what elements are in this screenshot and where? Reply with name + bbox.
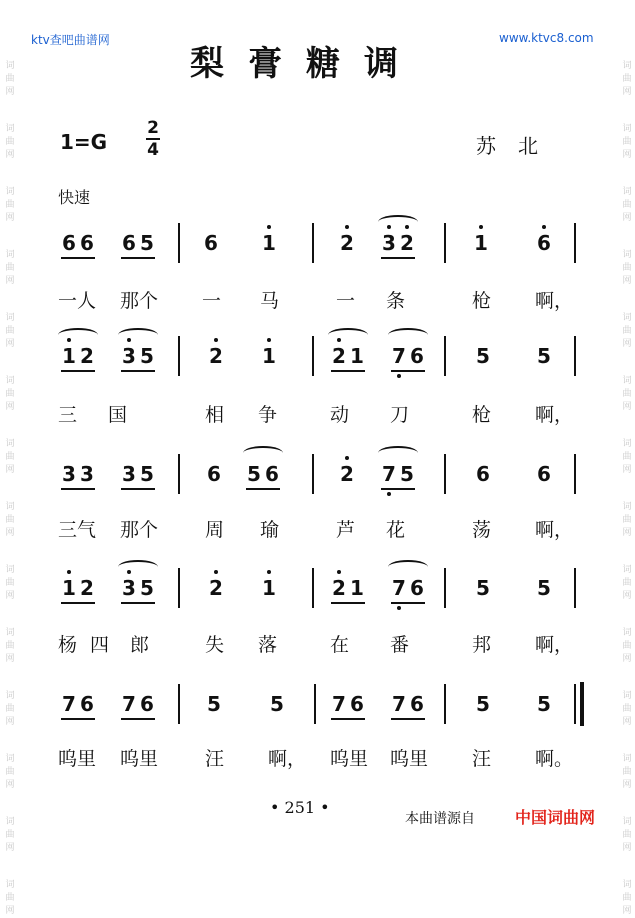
watermark-block: 词 曲 网 — [622, 61, 632, 97]
lyric-syllable: 枪 — [472, 290, 492, 312]
jianpu-note: 5 — [476, 692, 490, 716]
bar-line — [574, 454, 576, 494]
watermark-block: 词 曲 网 — [622, 250, 632, 286]
watermark-block: 词 曲 网 — [622, 628, 632, 664]
beam-underline — [331, 602, 365, 604]
bar-line — [312, 568, 314, 608]
jianpu-note: 2 — [80, 344, 94, 368]
beam-underline — [121, 602, 155, 604]
watermark-strip-left — [2, 0, 18, 916]
beam-underline — [331, 370, 365, 372]
bar-line — [312, 454, 314, 494]
song-title: 梨膏糖调 — [190, 44, 422, 84]
bar-line — [178, 684, 180, 724]
beam-underline — [121, 370, 155, 372]
beam-underline — [391, 370, 425, 372]
beam-underline — [61, 370, 95, 372]
watermark-block: 词 曲 网 — [622, 754, 632, 790]
jianpu-note: 6 — [204, 231, 218, 255]
watermark-block: 词 曲 网 — [5, 61, 15, 97]
jianpu-note: 5 — [270, 692, 284, 716]
bar-line — [314, 684, 316, 724]
lyric-syllable: 瑜 — [260, 519, 280, 541]
page-number: • 251 • — [270, 798, 330, 817]
jianpu-note: 2 — [80, 576, 94, 600]
beam-underline — [121, 257, 155, 259]
lyric-syllable: 汪 — [472, 748, 492, 770]
lyric-syllable: 一 — [202, 290, 222, 312]
slur-mark — [58, 328, 98, 342]
jianpu-note: 5 — [140, 231, 154, 255]
jianpu-note: 3 — [122, 576, 136, 600]
jianpu-note: 6 — [122, 231, 136, 255]
lyric-syllable: 国 — [108, 404, 128, 426]
watermark-block: 词 曲 网 — [622, 502, 632, 538]
watermark-block: 词 曲 网 — [622, 691, 632, 727]
tempo-marking: 快速 — [58, 188, 91, 207]
watermark-block: 词 曲 网 — [5, 502, 15, 538]
octave-dot-high — [479, 225, 483, 229]
jianpu-note: 1 — [262, 576, 276, 600]
lyric-syllable: 失 — [205, 634, 225, 656]
time-signature-denominator: 4 — [147, 140, 159, 160]
watermark-block: 词 曲 网 — [622, 376, 632, 412]
watermark-block: 词 曲 网 — [622, 439, 632, 475]
watermark-block: 词 曲 网 — [5, 691, 15, 727]
jianpu-note: 7 — [62, 692, 76, 716]
jianpu-note: 7 — [382, 462, 396, 486]
slur-mark — [243, 446, 283, 460]
octave-dot-high — [345, 456, 349, 460]
jianpu-note: 2 — [400, 231, 414, 255]
octave-dot-low — [387, 492, 391, 496]
beam-underline — [331, 718, 365, 720]
jianpu-note: 2 — [332, 576, 346, 600]
watermark-block: 词 曲 网 — [5, 817, 15, 853]
watermark-block: 词 曲 网 — [5, 754, 15, 790]
lyric-syllable: 啊， — [268, 748, 307, 770]
lyric-syllable: 三气 — [58, 519, 97, 541]
slur-mark — [378, 446, 418, 460]
jianpu-note: 6 — [410, 576, 424, 600]
lyric-syllable: 周 — [205, 519, 225, 541]
beam-underline — [391, 718, 425, 720]
jianpu-note: 1 — [62, 576, 76, 600]
beam-underline — [381, 488, 415, 490]
lyric-syllable: 郎 — [130, 634, 150, 656]
jianpu-note: 7 — [332, 692, 346, 716]
slur-mark — [328, 328, 368, 342]
beam-underline — [381, 257, 415, 259]
slur-mark — [378, 215, 418, 229]
bar-line — [574, 568, 576, 608]
octave-dot-high — [67, 570, 71, 574]
beam-underline — [121, 488, 155, 490]
jianpu-note: 5 — [140, 344, 154, 368]
octave-dot-high — [345, 225, 349, 229]
jianpu-note: 3 — [122, 462, 136, 486]
jianpu-note: 6 — [476, 462, 490, 486]
jianpu-note: 5 — [537, 692, 551, 716]
jianpu-note: 3 — [80, 462, 94, 486]
watermark-block: 词 曲 网 — [622, 880, 632, 916]
lyric-syllable: 荡 — [472, 519, 492, 541]
lyric-syllable: 落 — [258, 634, 278, 656]
jianpu-note: 7 — [392, 576, 406, 600]
jianpu-note: 2 — [209, 576, 223, 600]
slur-mark — [388, 328, 428, 342]
song-origin: 苏北 — [476, 134, 560, 158]
lyric-syllable: 马 — [260, 290, 280, 312]
jianpu-note: 3 — [62, 462, 76, 486]
lyric-syllable: 啊。 — [535, 748, 574, 770]
jianpu-note: 2 — [340, 462, 354, 486]
octave-dot-high — [267, 338, 271, 342]
jianpu-note: 5 — [207, 692, 221, 716]
bar-line — [444, 454, 446, 494]
lyric-syllable: 枪 — [472, 404, 492, 426]
lyric-syllable: 动 — [330, 404, 350, 426]
jianpu-note: 6 — [410, 344, 424, 368]
lyric-syllable: 条 — [386, 290, 406, 312]
bar-line — [178, 568, 180, 608]
jianpu-note: 1 — [474, 231, 488, 255]
lyric-syllable: 一 — [336, 290, 356, 312]
lyric-syllable: 杨 — [58, 634, 78, 656]
bar-line — [574, 684, 576, 724]
jianpu-note: 5 — [400, 462, 414, 486]
jianpu-note: 2 — [209, 344, 223, 368]
jianpu-note: 7 — [122, 692, 136, 716]
bar-line — [178, 223, 180, 263]
watermark-block: 词 曲 网 — [622, 124, 632, 160]
watermark-block: 词 曲 网 — [622, 817, 632, 853]
jianpu-note: 6 — [537, 462, 551, 486]
jianpu-note: 6 — [62, 231, 76, 255]
bar-line — [444, 568, 446, 608]
watermark-strip-right — [619, 0, 635, 916]
slur-mark — [118, 560, 158, 574]
watermark-top-left: ktv查吧曲谱网 — [31, 33, 110, 47]
bar-line — [178, 336, 180, 376]
jianpu-note: 6 — [265, 462, 279, 486]
jianpu-note: 6 — [140, 692, 154, 716]
lyric-syllable: 一人 — [58, 290, 97, 312]
jianpu-note: 3 — [122, 344, 136, 368]
watermark-block: 词 曲 网 — [5, 250, 15, 286]
jianpu-note: 1 — [350, 344, 364, 368]
jianpu-note: 5 — [537, 576, 551, 600]
octave-dot-high — [542, 225, 546, 229]
beam-underline — [61, 718, 95, 720]
octave-dot-high — [267, 570, 271, 574]
octave-dot-low — [397, 606, 401, 610]
watermark-block: 词 曲 网 — [5, 439, 15, 475]
jianpu-note: 5 — [247, 462, 261, 486]
jianpu-note: 3 — [382, 231, 396, 255]
lyric-syllable: 番 — [390, 634, 410, 656]
watermark-block: 词 曲 网 — [5, 124, 15, 160]
bar-line — [444, 223, 446, 263]
lyric-syllable: 邦 — [472, 634, 492, 656]
lyric-syllable: 呜里 — [390, 748, 429, 770]
octave-dot-high — [337, 570, 341, 574]
jianpu-note: 2 — [332, 344, 346, 368]
slur-mark — [388, 560, 428, 574]
watermark-block: 词 曲 网 — [5, 880, 15, 916]
lyric-syllable: 那个 — [120, 290, 159, 312]
octave-dot-high — [267, 225, 271, 229]
watermark-block: 词 曲 网 — [5, 565, 15, 601]
lyric-syllable: 啊， — [535, 290, 574, 312]
beam-underline — [246, 488, 280, 490]
bar-line — [444, 336, 446, 376]
watermark-top-right: www.ktvc8.com — [499, 31, 594, 45]
lyric-syllable: 争 — [258, 404, 278, 426]
jianpu-note: 7 — [392, 692, 406, 716]
time-signature-numerator: 2 — [147, 118, 159, 138]
jianpu-note: 6 — [207, 462, 221, 486]
jianpu-note: 6 — [350, 692, 364, 716]
source-label: 本曲谱源自 — [405, 811, 475, 827]
jianpu-note: 6 — [537, 231, 551, 255]
key-signature: 1=G — [60, 130, 108, 154]
lyric-syllable: 相 — [205, 404, 225, 426]
lyric-syllable: 呜里 — [120, 748, 159, 770]
bar-line — [574, 223, 576, 263]
lyric-syllable: 汪 — [205, 748, 225, 770]
jianpu-note: 6 — [410, 692, 424, 716]
beam-underline — [61, 602, 95, 604]
watermark-block: 词 曲 网 — [5, 628, 15, 664]
slur-mark — [118, 328, 158, 342]
jianpu-note: 5 — [476, 344, 490, 368]
lyric-syllable: 啊， — [535, 404, 574, 426]
jianpu-note: 5 — [140, 462, 154, 486]
watermark-block: 词 曲 网 — [5, 187, 15, 223]
octave-dot-low — [397, 374, 401, 378]
jianpu-note: 5 — [537, 344, 551, 368]
bar-line — [574, 336, 576, 376]
watermark-block: 词 曲 网 — [622, 187, 632, 223]
beam-underline — [121, 718, 155, 720]
bar-line — [312, 223, 314, 263]
lyric-syllable: 三 — [58, 404, 78, 426]
jianpu-note: 2 — [340, 231, 354, 255]
beam-underline — [61, 488, 95, 490]
brand-label: 中国词曲网 — [515, 808, 596, 827]
bar-line — [178, 454, 180, 494]
jianpu-note: 5 — [476, 576, 490, 600]
lyric-syllable: 刀 — [390, 404, 410, 426]
final-bar-line — [580, 682, 584, 726]
lyric-syllable: 在 — [330, 634, 350, 656]
jianpu-note: 1 — [262, 344, 276, 368]
beam-underline — [391, 602, 425, 604]
lyric-syllable: 啊， — [535, 519, 574, 541]
bar-line — [444, 684, 446, 724]
octave-dot-high — [214, 570, 218, 574]
watermark-block: 词 曲 网 — [5, 376, 15, 412]
jianpu-note: 1 — [62, 344, 76, 368]
jianpu-note: 5 — [140, 576, 154, 600]
beam-underline — [61, 257, 95, 259]
jianpu-note: 7 — [392, 344, 406, 368]
lyric-syllable: 花 — [386, 519, 406, 541]
time-signature — [146, 118, 160, 160]
lyric-syllable: 四 — [90, 634, 110, 656]
jianpu-note: 1 — [262, 231, 276, 255]
watermark-block: 词 曲 网 — [622, 565, 632, 601]
lyric-syllable: 芦 — [336, 519, 356, 541]
watermark-block: 词 曲 网 — [5, 313, 15, 349]
bar-line — [312, 336, 314, 376]
jianpu-note: 1 — [350, 576, 364, 600]
watermark-block: 词 曲 网 — [622, 313, 632, 349]
lyric-syllable: 啊， — [535, 634, 574, 656]
lyric-syllable: 那个 — [120, 519, 159, 541]
octave-dot-high — [214, 338, 218, 342]
jianpu-note: 6 — [80, 231, 94, 255]
lyric-syllable: 呜里 — [58, 748, 97, 770]
jianpu-note: 6 — [80, 692, 94, 716]
lyric-syllable: 呜里 — [330, 748, 369, 770]
